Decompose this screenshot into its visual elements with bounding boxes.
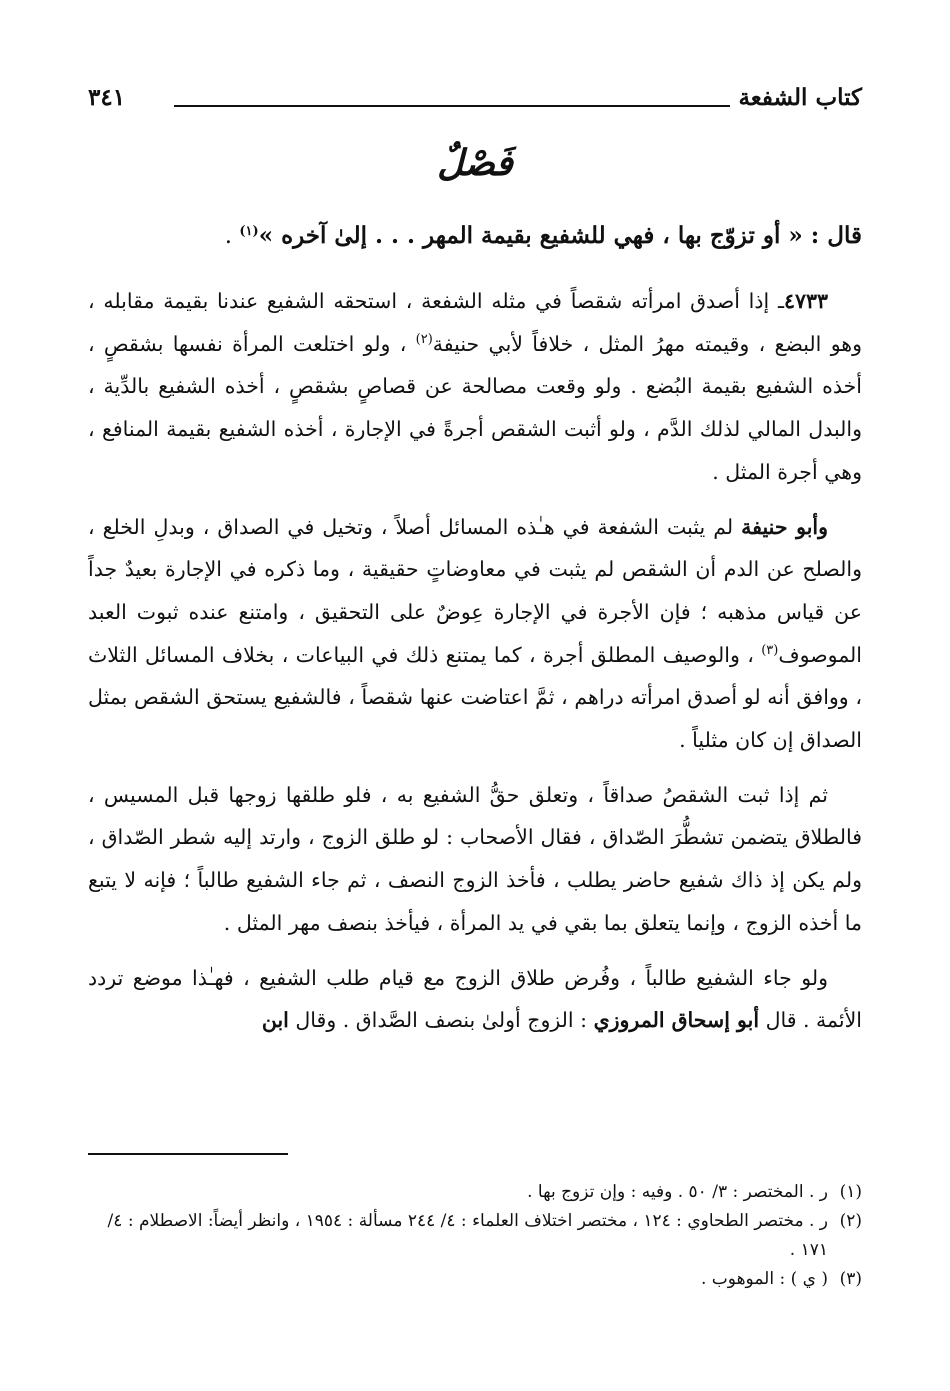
quoted-text-end: .	[224, 223, 240, 249]
footnote-ref: (١)	[239, 224, 259, 239]
paragraph	[88, 280, 862, 494]
footnotes	[88, 1178, 862, 1294]
footnote-text: ر . مختصر الطحاوي : ١٢٤ ، مختصر اختلاف العلماء : ٤/ ٢٤٤ مسألة : ١٩٥٤ ، وانظر أيضاً: الاصطلام : ٤/ ١٧١ .	[107, 1211, 828, 1260]
chapter-title: كتاب الشفعة	[738, 84, 862, 111]
footnote-text: ر . المختصر : ٣/ ٥٠ . وفيه : وإن تزوج بها .	[527, 1182, 828, 1202]
footnote-number: (١)	[839, 1182, 862, 1202]
footnote-number: (٣)	[839, 1269, 862, 1289]
page-number: ٣٤١	[88, 84, 126, 111]
paragraph-text: : الزوج أولىٰ بنصف الصَّداق . وقال	[288, 1008, 594, 1033]
footnote	[88, 1265, 862, 1294]
quoted-text: قال : « أو تزوّج بها ، فهي للشفيع بقيمة المهر . . . إلىٰ آخره »	[258, 222, 862, 249]
paragraph: ثم إذا ثبت الشقصُ صداقاً ، وتعلق حقُّ الشفيع به ، فلو طلقها زوجها قبل المسيس ، فالطلاق يتضمن تشطُّرَ الصّداق ، فقال الأصحاب : لو طلق الزوج ، وارتد إليه شطر الصّداق ، ولم يكن إذ ذاك شفيع حاضر يطلب ، فأخذ الزوج النصف ، ثم جاء الشفيع طالباً ؛ فإنه لا يتبع ما أخذه الزوج ، وإنما يتعلق بما بقي في يد المرأة ، فيأخذ بنصف مهر المثل .	[88, 782, 862, 935]
footnote-ref: (٣)	[761, 642, 779, 658]
paragraph	[88, 957, 862, 1042]
body-text	[88, 280, 862, 1054]
scholar-name: أبو إسحاق المروزي	[593, 1008, 760, 1033]
footnote-ref: (٢)	[415, 331, 433, 347]
paragraph	[88, 506, 862, 762]
quoted-text-line	[88, 222, 862, 249]
header-rule	[174, 105, 730, 107]
paragraph-text: ، ولو اختلعت المرأة نفسها بشقصٍ ، أخذه الشفيع بقيمة البُضع . ولو وقعت مصالحة عن قصاصٍ بشقصٍ ، أخذه الشفيع بالدِّية ، والبدل المالي لذلك الدَّم ، ولو أثبت الشقص أجرةً في الإجارة ، أخذه الشفيع بقيمة المنافع ، وهي أجرة المثل .	[88, 331, 862, 484]
running-header	[88, 84, 862, 118]
scholar-name: ابن	[261, 1008, 289, 1033]
paragraph-text: ، والوصيف المطلق أجرة ، كما يمتنع ذلك في البياعات ، بخلاف المسائل الثلاث ، ووافق أنه لو أصدق امرأته دراهم ، ثمَّ اعتاضت عنها شقصاً ، فالشفيع يستحق الشقص بمثل الصداق إن كان مثلياً .	[88, 642, 862, 753]
paragraph-text: ولو جاء الشفيع طالباً ، وفُرض طلاق الزوج مع قيام طلب الشفيع ، فهـٰذا موضع تردد الأئمة . قال	[88, 965, 862, 1033]
footnote-rule	[88, 1153, 288, 1155]
scholar-name: وأبو حنيفة	[741, 514, 829, 539]
footnote	[88, 1178, 862, 1207]
footnote	[88, 1207, 862, 1265]
paragraph-text: ـ إذا أصدق امرأته شقصاً في مثله الشفعة ، استحقه الشفيع عندنا بقيمة مقابله ، وهو البضع ، وقيمته مهرُ المثل ، خلافاً لأبي حنيفة	[88, 289, 862, 356]
issue-number: ٤٧٣٣	[783, 289, 828, 313]
paragraph-text: لم يثبت الشفعة في هـٰذه المسائل أصلاً ، وتخيل في الصداق ، وبدلِ الخلع ، والصلح عن الدم أن الشقص لم يثبت في معاوضاتٍ حقيقية ، وما ذكره في الإجارة بعيدٌ جداً عن قياس مذهبه ؛ فإن الأجرة في الإجارة عِوضٌ على التحقيق ، وامتنع عنده ثبوت العبد الموصوف	[88, 514, 862, 667]
footnote-number: (٢)	[839, 1211, 862, 1231]
section-heading: فَصْلٌ	[437, 142, 513, 184]
footnote-text: ( ي ) : الموهوب .	[701, 1269, 828, 1289]
